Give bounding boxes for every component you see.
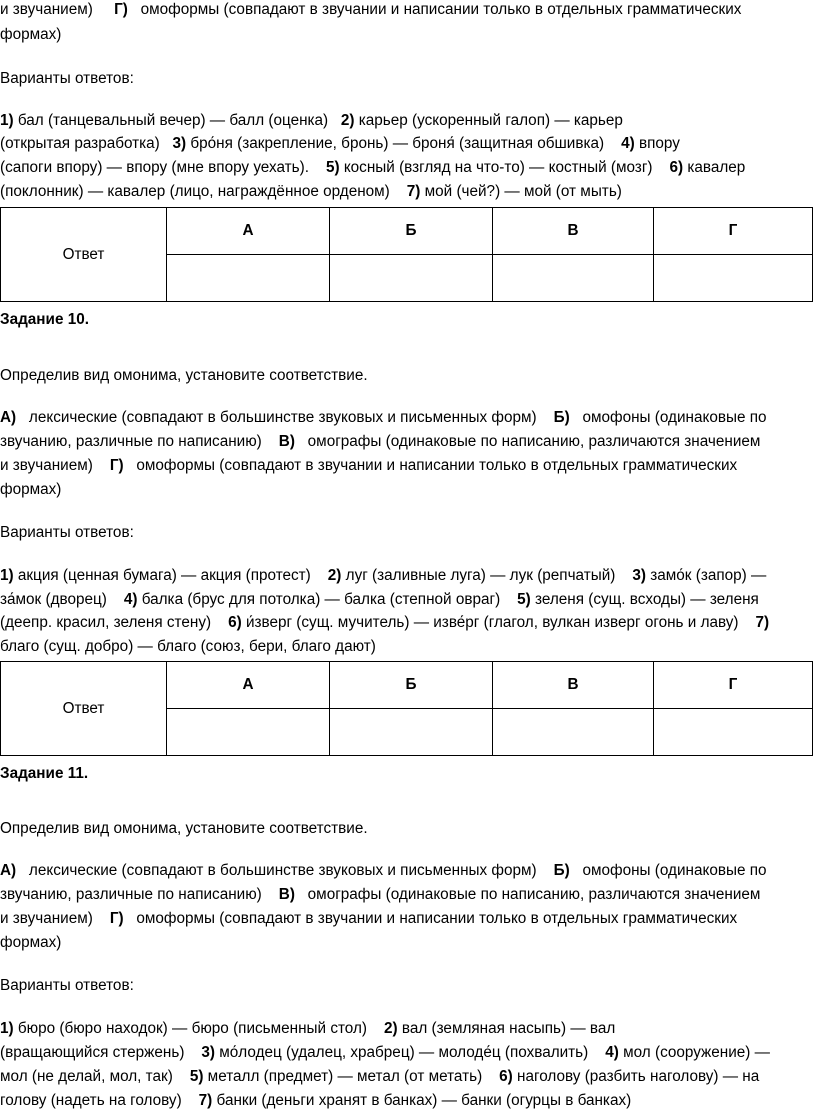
- option-text: мо́лодец (удалец, храбрец) — молоде́ц (похвалить): [219, 1044, 589, 1061]
- option-text: впору: [638, 135, 680, 152]
- answer-table: [0, 661, 813, 756]
- option-text: замо́к (запор) —: [650, 567, 767, 584]
- column-header-v: В: [493, 662, 654, 709]
- task-title: Задание 11.: [0, 765, 89, 782]
- option-number: 7): [406, 183, 421, 200]
- column-header-a: А: [167, 208, 330, 255]
- answer-table: [0, 207, 813, 302]
- g-label: Г): [114, 1, 128, 18]
- option-text: акция (ценная бумага) — акция (протест): [17, 567, 311, 584]
- option-number: 5): [517, 591, 531, 608]
- option-number: 6): [499, 1068, 513, 1085]
- b-text: омофоны (одинаковые по: [582, 409, 767, 426]
- option-number: 3): [172, 135, 187, 152]
- b-text: звучанию, различные по написанию): [0, 433, 262, 450]
- option-text: (вращающийся стержень): [0, 1044, 185, 1061]
- option-number: 6): [669, 159, 684, 176]
- option-text: банки (деньги хранят в банках) — банки (огурцы в банках): [216, 1092, 632, 1109]
- option-text: (поклонник) — кавалер (лицо, награждённое орденом): [0, 183, 390, 200]
- option-line: [0, 132, 812, 155]
- option-number: 2): [340, 112, 355, 129]
- option-number: 4): [123, 591, 138, 608]
- option-line: [0, 180, 812, 203]
- v-label: В): [278, 886, 295, 903]
- types-line: [0, 430, 812, 453]
- types-line: [0, 406, 812, 429]
- g-text: омоформы (совпадают в звучании и написании только в отдельных грамматических: [136, 910, 738, 927]
- option-text: благо (сущ. добро) — благо (союз, бери, благо дают): [0, 638, 376, 655]
- column-header-v: В: [493, 208, 654, 255]
- types-line: [0, 859, 812, 882]
- column-header-g: Г: [654, 662, 813, 709]
- types-line: [0, 883, 812, 906]
- option-number: 7): [755, 614, 770, 631]
- option-number: 4): [605, 1044, 619, 1061]
- g-text: формах): [0, 934, 62, 951]
- column-header-g: Г: [654, 208, 813, 255]
- option-text: карьер (ускоренный галоп) — карьер: [358, 112, 623, 129]
- option-number: 5): [189, 1068, 204, 1085]
- g-text: формах): [0, 481, 62, 498]
- option-number: 3): [632, 567, 646, 584]
- option-line: [0, 109, 812, 132]
- g-text: омоформы (совпадают в звучании и написании только в отдельных грамматических: [136, 457, 738, 474]
- option-text: вал (земляная насыпь) — вал: [401, 1020, 616, 1037]
- g-label: Г): [109, 910, 124, 927]
- v-text: омографы (одинаковые по написанию, различаются значением: [307, 886, 761, 903]
- b-label: Б): [553, 409, 570, 426]
- task-instruction: Определив вид омонима, установите соответствие.: [0, 820, 368, 837]
- option-text: бро́ня (закрепление, бронь) — броня́ (защитная обшивка): [190, 135, 605, 152]
- a-label: А): [0, 409, 17, 426]
- v-text: и звучанием): [0, 457, 93, 474]
- answer-cell-b[interactable]: [330, 255, 493, 302]
- column-header-a: А: [167, 662, 330, 709]
- types-line-g: [0, 0, 812, 21]
- option-text: мой (чей?) — мой (от мыть): [424, 183, 622, 200]
- g-label: Г): [109, 457, 124, 474]
- answer-cell-b[interactable]: [330, 709, 493, 756]
- option-text: наголову (разбить наголову) — на: [517, 1068, 760, 1085]
- option-text: бал (танцевальный вечер) — балл (оценка): [17, 112, 329, 129]
- answer-cell-v[interactable]: [493, 709, 654, 756]
- option-line: [0, 1017, 812, 1040]
- option-number: 1): [0, 112, 14, 129]
- option-number: 2): [327, 567, 342, 584]
- a-label: А): [0, 862, 17, 879]
- option-text: голову (надеть на голову): [0, 1092, 182, 1109]
- v-text-tail: и звучанием): [0, 1, 93, 18]
- option-number: 2): [384, 1020, 398, 1037]
- answer-label: Ответ: [1, 662, 167, 756]
- option-text: за́мок (дворец): [0, 591, 107, 608]
- v-text: и звучанием): [0, 910, 93, 927]
- b-text: звучанию, различные по написанию): [0, 886, 262, 903]
- option-text: (сапоги впору) — впору (мне впору уехать).: [0, 159, 309, 176]
- variants-heading: Варианты ответов:: [0, 70, 134, 87]
- b-text: омофоны (одинаковые по: [582, 862, 767, 879]
- types-line: [0, 454, 812, 477]
- option-line: [0, 1041, 812, 1064]
- types-line: [0, 907, 812, 930]
- option-text: балка (брус для потолка) — балка (степной овраг): [141, 591, 501, 608]
- option-number: 5): [325, 159, 340, 176]
- option-line: [0, 588, 812, 611]
- column-header-b: Б: [330, 208, 493, 255]
- task-instruction: Определив вид омонима, установите соответствие.: [0, 367, 368, 384]
- answer-cell-g[interactable]: [654, 709, 813, 756]
- option-number: 1): [0, 567, 14, 584]
- option-text: косный (взгляд на что-то) — костный (мозг): [343, 159, 653, 176]
- option-text: зеленя (сущ. всходы) — зеленя: [535, 591, 759, 608]
- option-text: (открытая разработка): [0, 135, 160, 152]
- option-text: и́зверг (сущ. мучитель) — изве́рг (глагол, вулкан изверг огонь и лаву): [245, 614, 739, 631]
- option-number: 3): [201, 1044, 216, 1061]
- option-line: [0, 635, 812, 658]
- option-text: луг (заливные луга) — лук (репчатый): [345, 567, 616, 584]
- b-label: Б): [553, 862, 570, 879]
- option-text: (деепр. красил, зеленя стену): [0, 614, 212, 631]
- option-number: 6): [228, 614, 242, 631]
- variants-heading: Варианты ответов:: [0, 524, 134, 541]
- option-number: 7): [198, 1092, 213, 1109]
- option-text: мол (сооружение) —: [623, 1044, 770, 1061]
- answer-cell-a[interactable]: [167, 709, 330, 756]
- option-text: мол (не делай, мол, так): [0, 1068, 173, 1085]
- task-title: Задание 10.: [0, 311, 89, 328]
- option-number: 4): [621, 135, 635, 152]
- option-number: 1): [0, 1020, 14, 1037]
- g-text-tail: формах): [0, 26, 62, 43]
- option-line: [0, 564, 812, 587]
- option-text: металл (предмет) — метал (от метать): [207, 1068, 483, 1085]
- v-label: В): [278, 433, 295, 450]
- column-header-b: Б: [330, 662, 493, 709]
- answer-cell-v[interactable]: [493, 255, 654, 302]
- option-text: кавалер: [687, 159, 746, 176]
- option-line: [0, 156, 812, 179]
- option-line: [0, 611, 812, 634]
- option-line: [0, 1089, 812, 1112]
- answer-label: Ответ: [1, 208, 167, 302]
- variants-heading: Варианты ответов:: [0, 977, 134, 994]
- option-line: [0, 1065, 812, 1088]
- g-text: омоформы (совпадают в звучании и написании только в отдельных грамматических: [140, 1, 742, 18]
- v-text: омографы (одинаковые по написанию, различаются значением: [307, 433, 761, 450]
- option-text: бюро (бюро находок) — бюро (письменный стол): [17, 1020, 367, 1037]
- answer-cell-a[interactable]: [167, 255, 330, 302]
- answer-cell-g[interactable]: [654, 255, 813, 302]
- a-text: лексические (совпадают в большинстве звуковых и письменных форм): [28, 409, 537, 426]
- a-text: лексические (совпадают в большинстве звуковых и письменных форм): [28, 862, 537, 879]
